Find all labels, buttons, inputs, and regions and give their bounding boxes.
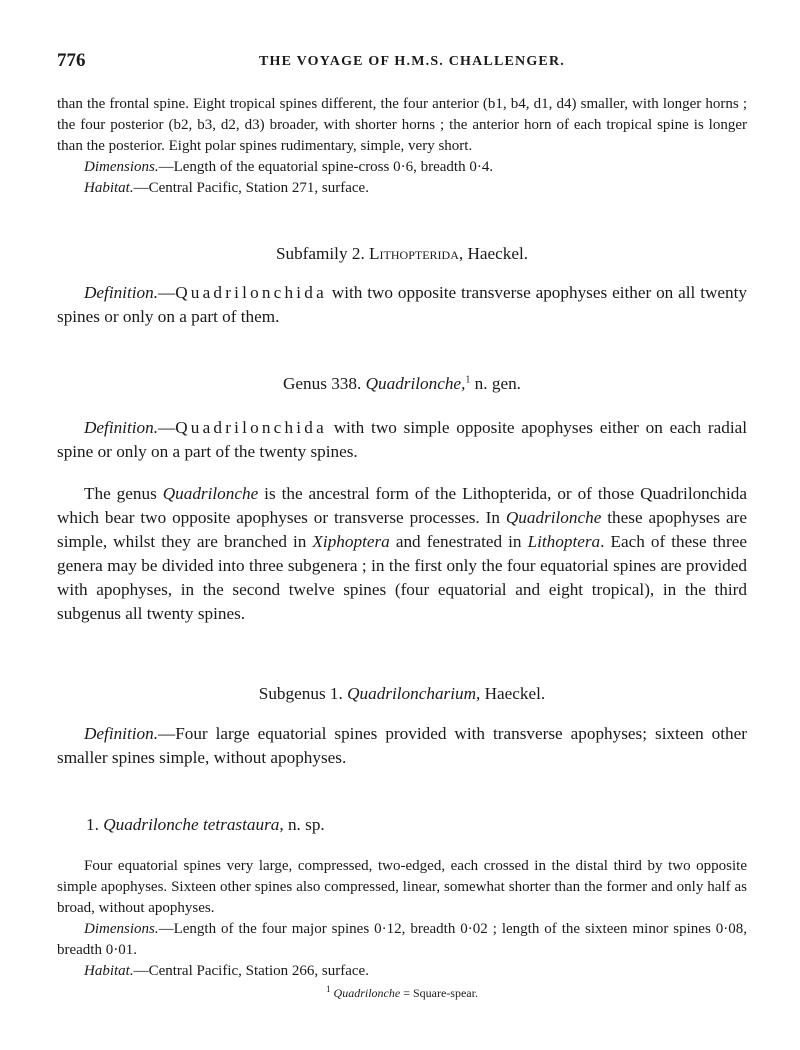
- genus-para-d: Quadrilonche: [505, 508, 602, 527]
- genus-para-a: The genus: [84, 484, 163, 503]
- dimensions-line: [57, 157, 774, 178]
- genus-paragraph: [57, 482, 747, 626]
- dimensions-label: Dimensions.: [84, 159, 159, 175]
- subfamily-definition-label: Definition.: [84, 283, 158, 302]
- subfamily-prefix: Subfamily 2.: [275, 244, 365, 263]
- subgenus-heading: [57, 682, 747, 706]
- footnote-text: = Square-spear.: [400, 986, 478, 1000]
- subgenus-definition-text: —Four large equatorial spines provided with transverse apophyses; sixteen other smaller spines simple, without apophyses.: [57, 724, 747, 767]
- species-name: Quadrilonche tetrastaura: [103, 815, 280, 834]
- genus-definition-dash: —: [158, 418, 176, 437]
- subgenus-author: , Haeckel.: [476, 684, 546, 703]
- subfamily-heading: [57, 242, 747, 266]
- habitat-text: —Central Pacific, Station 271, surface.: [133, 180, 369, 196]
- genus-para-e: these apophyses are simple, whilst they are branched in: [57, 508, 747, 551]
- subfamily-name: Lithopterida: [369, 244, 459, 263]
- genus-para-c: is the ancestral form of the Lithopterida, or of those Quadrilonchida which bear two opposite apophyses or transverse processes. In: [57, 484, 747, 527]
- genus-name: Quadrilonche,: [365, 374, 466, 393]
- species-dimensions-text: —Length of the four major spines 0·12, breadth 0·02 ; length of the sixteen minor spines 0·08, breadth 0·01.: [57, 921, 747, 958]
- genus-para-h: Lithoptera: [527, 532, 601, 551]
- species-heading: [86, 813, 746, 837]
- genus-para-f: Xiphoptera: [312, 532, 390, 551]
- genus-para-i: . Each of these three genera may be divided into three subgenera ; in the first only the four equatorial spines are provided with apophyses, in the second twelve spines (four equatorial and eight tropical), in the third subgenus all twenty spines.: [57, 532, 747, 623]
- dimensions-text: —Length of the equatorial spine-cross 0·6, breadth 0·4.: [158, 159, 494, 175]
- footnote-mark: 1: [326, 984, 331, 994]
- footnote-term: Quadrilonche: [333, 986, 401, 1000]
- species-habitat-text: —Central Pacific, Station 266, surface.: [133, 963, 369, 979]
- subfamily-author: , Haeckel.: [458, 244, 529, 263]
- genus-footnote-mark: 1: [465, 374, 471, 386]
- species-dimensions-label: Dimensions.: [84, 921, 159, 937]
- genus-para-b: Quadrilonche: [162, 484, 259, 503]
- species-description: [57, 856, 747, 919]
- subfamily-definition-text: with two opposite transverse apophyses either on all twenty spines or only on a part of them.: [57, 283, 747, 326]
- subfamily-definition: [57, 281, 747, 329]
- subgenus-name: Quadriloncharium: [347, 684, 477, 703]
- species-habitat: [57, 961, 774, 982]
- genus-definition: [57, 416, 747, 464]
- subfamily-definition-dash: —: [158, 283, 176, 302]
- running-title: THE VOYAGE OF H.M.S. CHALLENGER.: [259, 54, 565, 69]
- species-suffix: , n. sp.: [279, 815, 325, 834]
- subfamily-definition-term: Quadrilonchida: [175, 283, 327, 302]
- page-number: 776: [57, 50, 86, 71]
- genus-heading: [57, 372, 747, 396]
- continuation-text: than the frontal spine. Eight tropical spines different, the four anterior (b1, b4, d1, d4) smaller, with longer horns ; the four posterior (b2, b3, d2, d3) broader, with shorter horns ; the anterior horn of each tropical spine is longer than the posterior. Eight polar spines rudimentary, simple, very short.: [57, 96, 747, 154]
- subgenus-definition-label: Definition.: [84, 724, 158, 743]
- subgenus-definition: [57, 722, 747, 770]
- species-description-text: Four equatorial spines very large, compressed, two-edged, each crossed in the distal third by two opposite simple apophyses. Sixteen other spines also compressed, linear, somewhat shorter than the former and only half as broad, without apophyses.: [57, 858, 747, 916]
- genus-suffix: n. gen.: [470, 374, 521, 393]
- genus-definition-text: with two simple opposite apophyses either on each radial spine or only on a part of the twenty spines.: [57, 418, 747, 461]
- genus-para-g: and fenestrated in: [389, 532, 528, 551]
- subgenus-prefix: Subgenus 1.: [258, 684, 343, 703]
- genus-definition-term: Quadrilonchida: [175, 418, 327, 437]
- genus-definition-label: Definition.: [84, 418, 158, 437]
- habitat-line: [57, 178, 774, 199]
- species-number: 1.: [86, 815, 99, 834]
- genus-prefix: Genus 338.: [283, 374, 362, 393]
- habitat-label: Habitat.: [84, 180, 134, 196]
- running-header: [57, 50, 747, 78]
- footnote: [57, 984, 747, 1001]
- continuation-paragraph: [57, 94, 747, 157]
- species-habitat-label: Habitat.: [84, 963, 134, 979]
- species-dimensions: [57, 919, 747, 961]
